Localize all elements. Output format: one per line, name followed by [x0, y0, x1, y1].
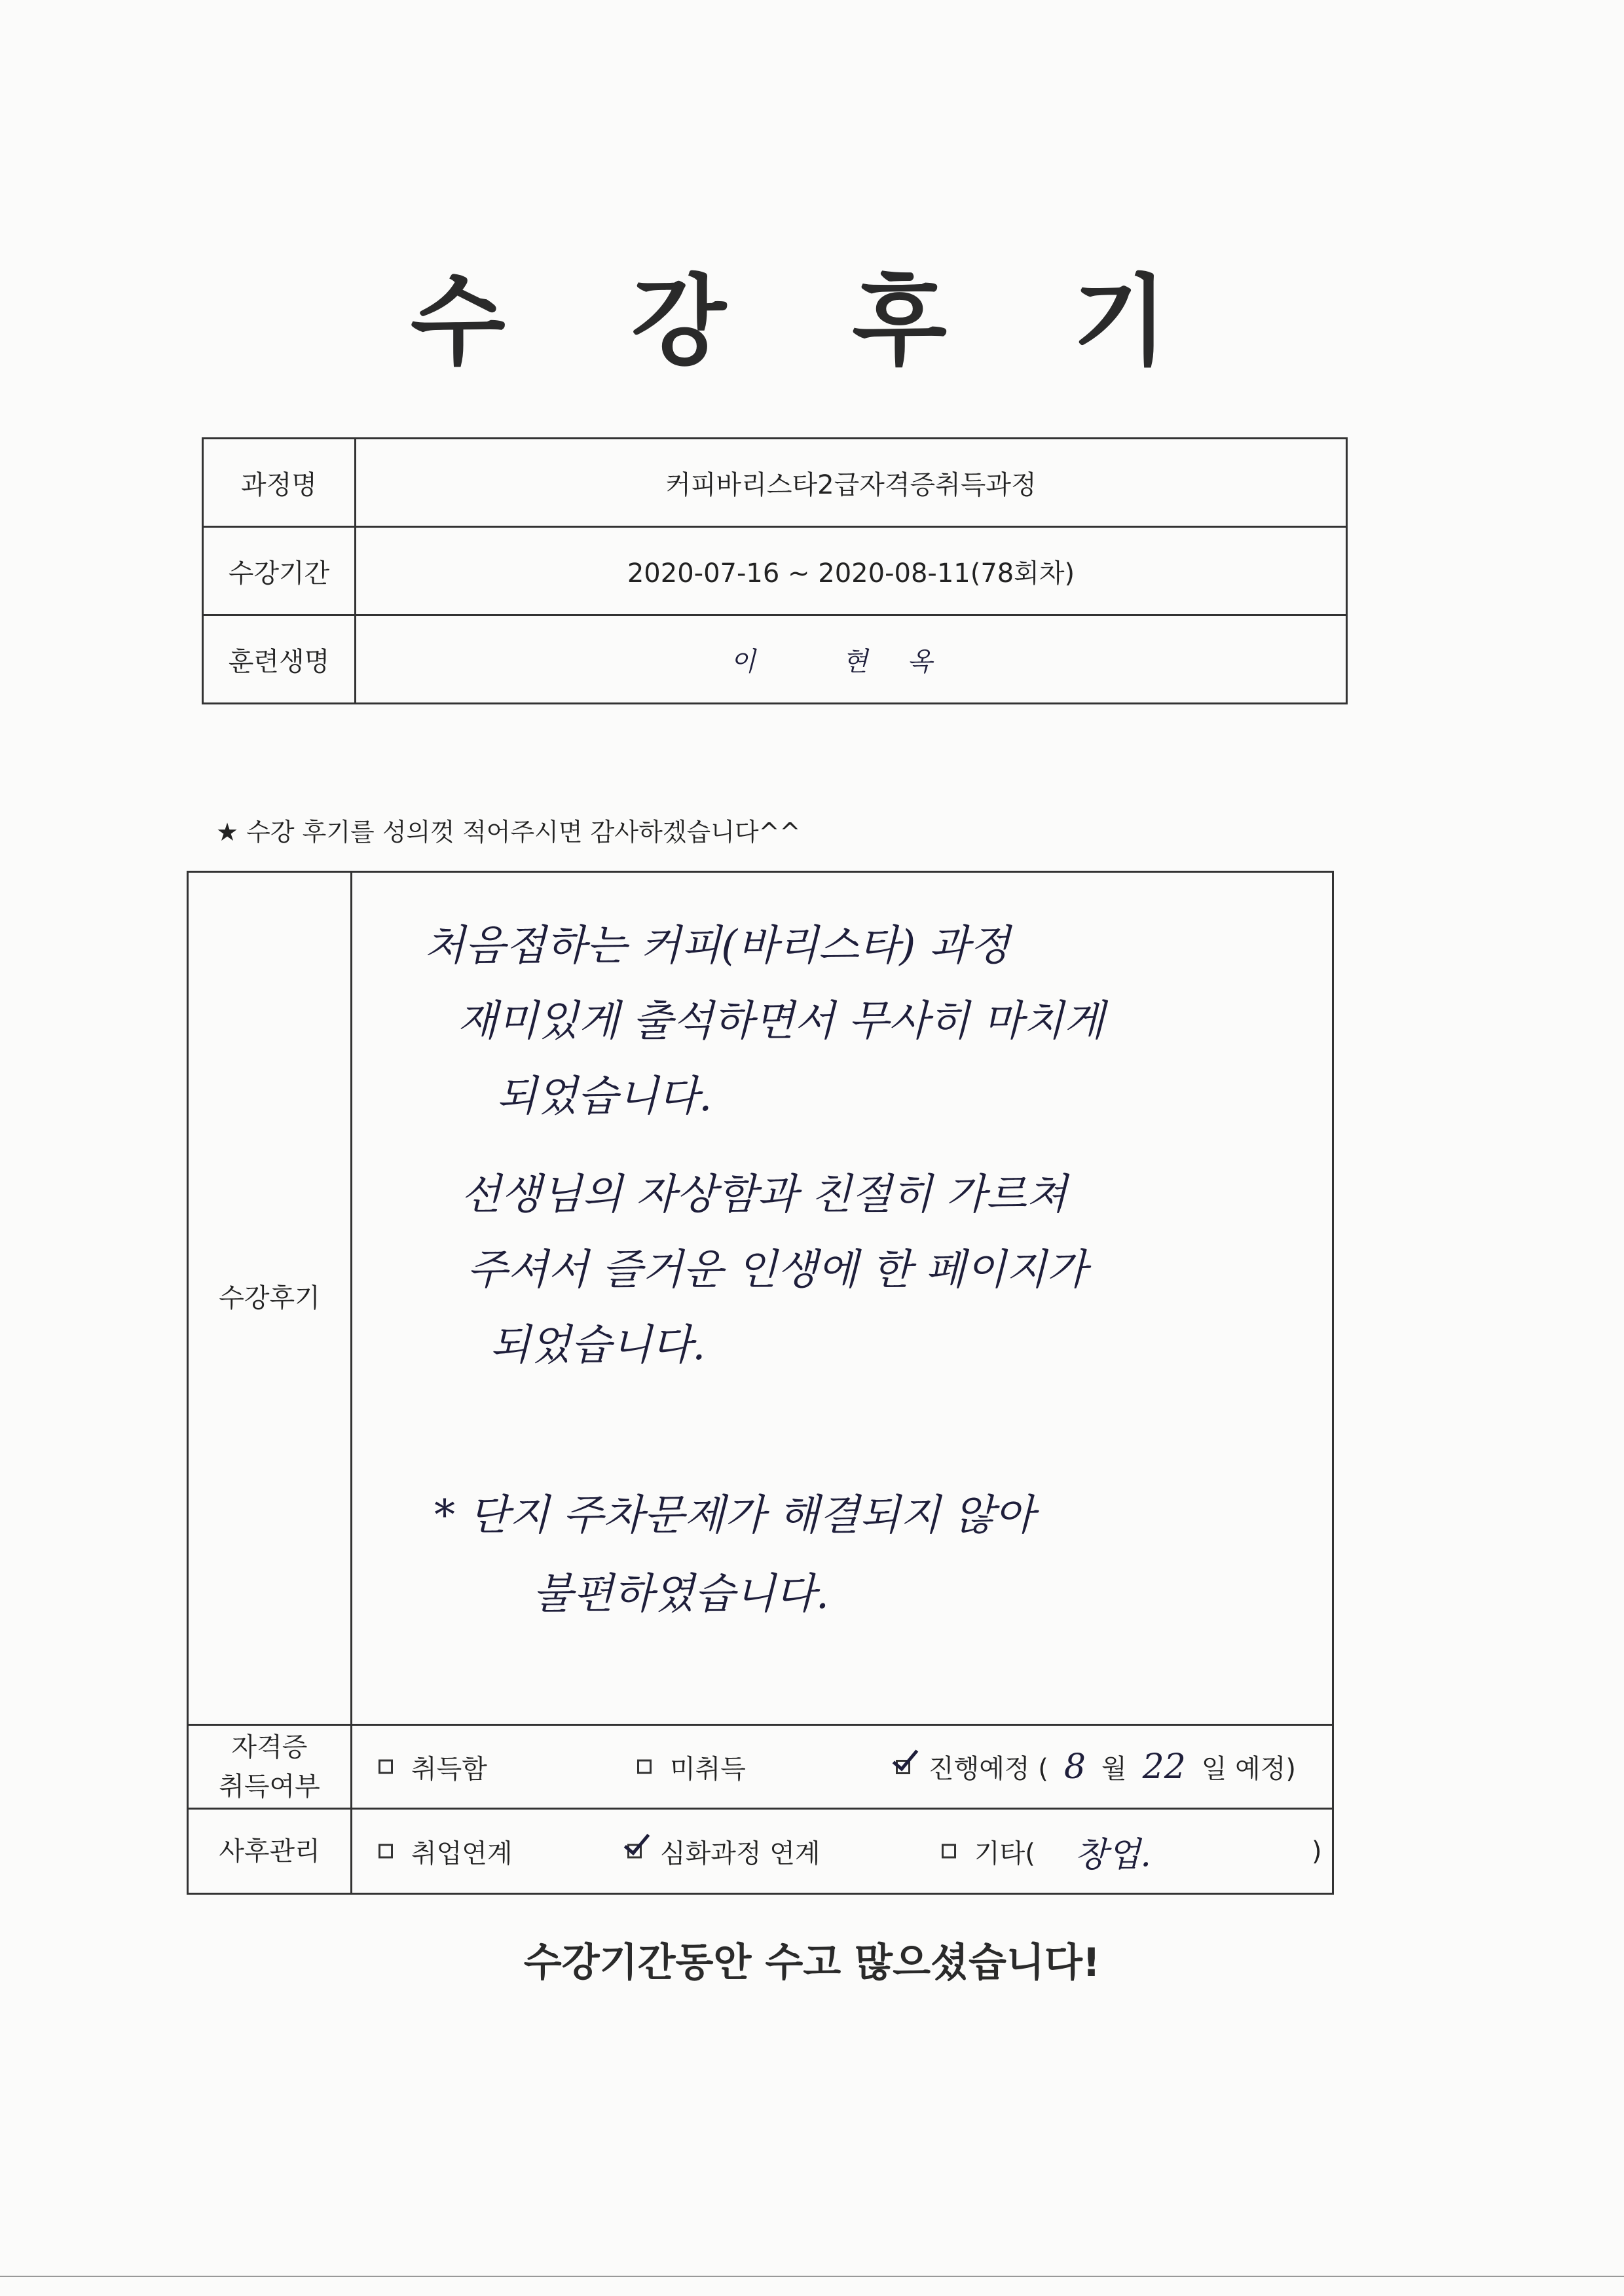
option-acquired[interactable]	[378, 1748, 487, 1785]
other-handwritten: 창업.	[1074, 1835, 1151, 1874]
checkbox-icon[interactable]	[378, 1844, 393, 1859]
course-period-row	[203, 527, 1347, 615]
review-line: * 단지 주차문제가 해결되지 않아	[434, 1491, 1035, 1540]
option-planned[interactable]	[896, 1747, 1296, 1787]
review-table	[187, 871, 1334, 1895]
certification-options	[352, 1725, 1333, 1809]
aftercare-label: 사후관리	[188, 1809, 352, 1894]
course-period-label: 수강기간	[203, 527, 356, 615]
option-not-acquired[interactable]	[637, 1748, 746, 1785]
trainee-row	[203, 615, 1347, 704]
option-label: 취업연계	[411, 1838, 513, 1868]
trainee-label: 훈련생명	[203, 615, 356, 704]
document-title: 수 강 후 기	[410, 265, 1214, 379]
option-label: 심화과정 연계	[660, 1838, 821, 1868]
review-line: 되었습니다.	[496, 1072, 712, 1121]
review-line: 재미있게 출석하면서 무사히 마치게	[457, 997, 1105, 1046]
review-label: 수강후기	[188, 872, 352, 1725]
checkbox-icon[interactable]	[378, 1760, 393, 1774]
checkbox-checked-icon[interactable]	[896, 1760, 910, 1774]
course-name-label: 과정명	[203, 439, 356, 527]
closing-message: 수강기간동안 수고 많으셨습니다!	[523, 1940, 1101, 1986]
certification-row	[188, 1725, 1333, 1809]
trainee-name-handwritten: 이 현옥	[356, 615, 1347, 704]
aftercare-options	[352, 1809, 1333, 1894]
checkbox-icon[interactable]	[942, 1844, 956, 1859]
month-handwritten: 8	[1063, 1747, 1086, 1787]
option-label: 미취득	[670, 1754, 746, 1784]
aftercare-row	[188, 1809, 1333, 1894]
option-label: 기타(	[974, 1838, 1035, 1868]
review-line: 되었습니다.	[490, 1321, 706, 1370]
course-name-value: 커피바리스타2급자격증취득과정	[356, 439, 1347, 527]
option-advanced-course[interactable]	[627, 1832, 821, 1870]
course-name-row	[203, 439, 1347, 527]
option-label: 취득함	[411, 1754, 487, 1784]
review-content	[352, 872, 1333, 1725]
review-line: 처음접하는 커피(바리스타) 과정	[424, 922, 1010, 970]
review-line: 주셔서 즐거운 인생에 한 페이지가	[467, 1246, 1087, 1294]
review-row	[188, 872, 1333, 1725]
month-label: 월	[1101, 1754, 1127, 1784]
review-notice: ★ 수강 후기를 성의껏 적어주시면 감사하겠습니다^^	[216, 818, 801, 847]
certification-label-line1: 자격증	[231, 1732, 308, 1762]
option-label: 진행예정 (	[929, 1754, 1048, 1784]
option-job-link[interactable]	[378, 1832, 513, 1870]
review-line: 불편하였습니다.	[532, 1570, 830, 1618]
checkbox-icon[interactable]	[637, 1760, 652, 1774]
option-other[interactable]	[942, 1827, 1167, 1876]
day-label: 일 예정)	[1201, 1754, 1297, 1784]
checkbox-checked-icon[interactable]	[627, 1844, 642, 1859]
review-line: 선생님의 자상함과 친절히 가르쳐	[460, 1171, 1067, 1219]
course-info-table	[202, 437, 1348, 704]
day-handwritten: 22	[1142, 1747, 1186, 1787]
certification-label-line2: 취득여부	[219, 1771, 320, 1802]
page-bottom-divider	[0, 2276, 1624, 2277]
other-close-paren: )	[1312, 1836, 1322, 1867]
certification-label	[188, 1725, 352, 1809]
course-period-value: 2020-07-16 ~ 2020-08-11(78회차)	[356, 527, 1347, 615]
